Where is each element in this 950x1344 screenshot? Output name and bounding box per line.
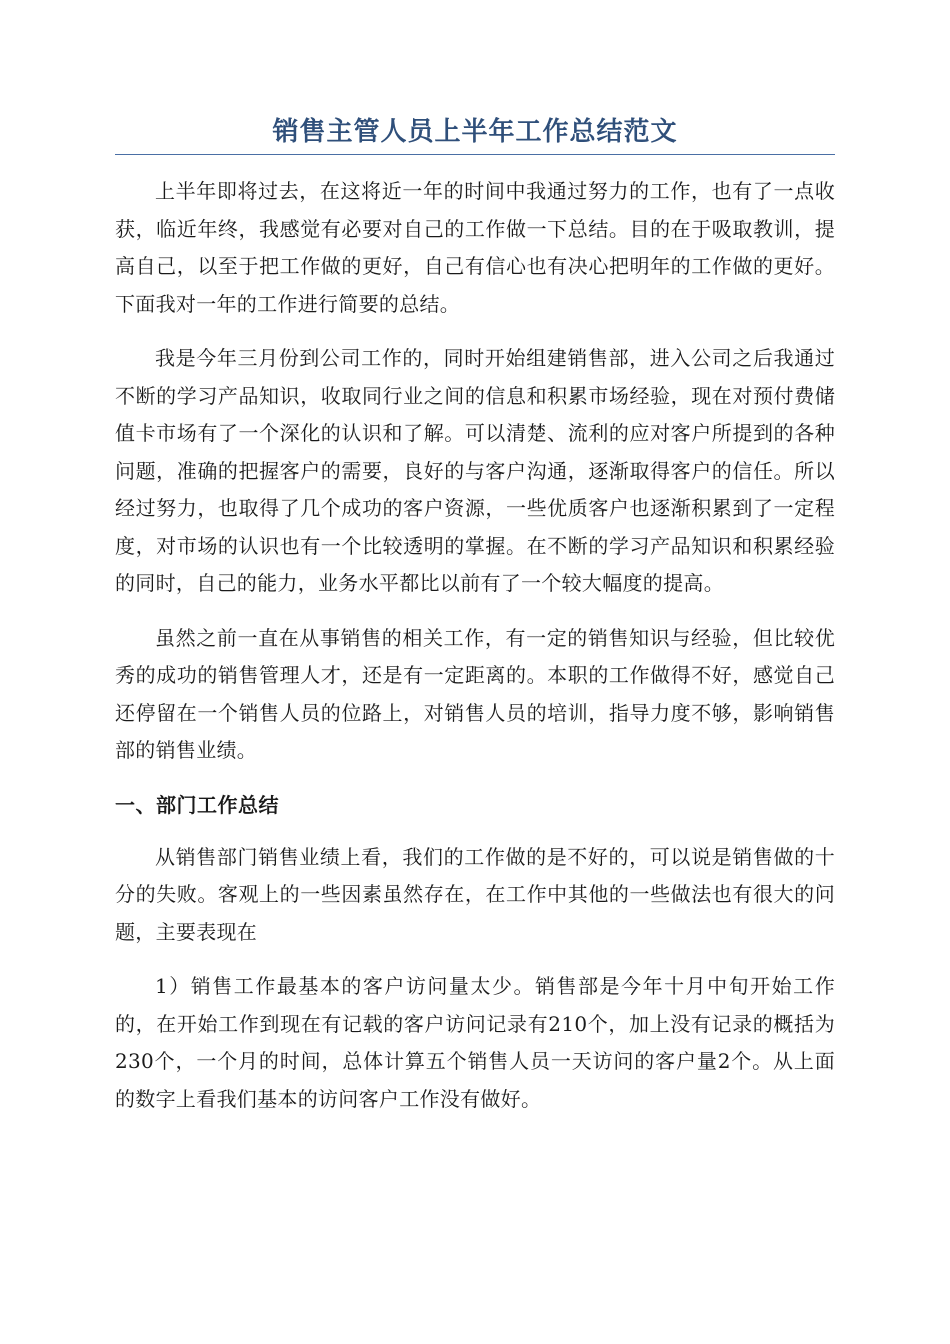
title-underline bbox=[115, 154, 835, 155]
paragraph-intro-3: 虽然之前一直在从事销售的相关工作，有一定的销售知识与经验，但比较优秀的成功的销售管理人才，还是有一定距离的。本职的工作做得不好，感觉自己还停留在一个销售人员的位路上，对销售人员的培训，指导力度不够，影响销售部的销售业绩。 bbox=[115, 625, 835, 762]
paragraph-section1-2: 1）销售工作最基本的客户访问量太少。销售部是今年十月中旬开始工作的，在开始工作到现在有记载的客户访问记录有210个，加上没有记录的概括为230个，一个月的时间，总体计算五个销售人员一天访问的客户量2个。从上面的数字上看我们基本的访问客户工作没有做好。 bbox=[115, 974, 835, 1111]
document-page bbox=[115, 112, 835, 1135]
document-title: 销售主管人员上半年工作总结范文 bbox=[272, 117, 678, 147]
paragraph-intro-1: 上半年即将过去，在这将近一年的时间中我通过努力的工作，也有了一点收获，临近年终，我感觉有必要对自己的工作做一下总结。目的在于吸取教训，提高自己，以至于把工作做的更好，自己有信心也有决心把明年的工作做的更好。下面我对一年的工作进行简要的总结。 bbox=[115, 179, 835, 316]
section-heading-department-summary: 一、部门工作总结 bbox=[115, 792, 279, 817]
paragraph-intro-2: 我是今年三月份到公司工作的，同时开始组建销售部，进入公司之后我通过不断的学习产品知识，收取同行业之间的信息和积累市场经验，现在对预付费储值卡市场有了一个深化的认识和了解。可以清楚、流利的应对客户所提到的各种问题，准确的把握客户的需要，良好的与客户沟通，逐渐取得客户的信任。所以经过努力，也取得了几个成功的客户资源，一些优质客户也逐渐积累到了一定程度，对市场的认识也有一个比较透明的掌握。在不断的学习产品知识和积累经验的同时，自己的能力，业务水平都比以前有了一个较大幅度的提高。 bbox=[115, 346, 835, 595]
paragraph-section1-1: 从销售部门销售业绩上看，我们的工作做的是不好的，可以说是销售做的十分的失败。客观上的一些因素虽然存在，在工作中其他的一些做法也有很大的问题，主要表现在 bbox=[115, 844, 835, 944]
